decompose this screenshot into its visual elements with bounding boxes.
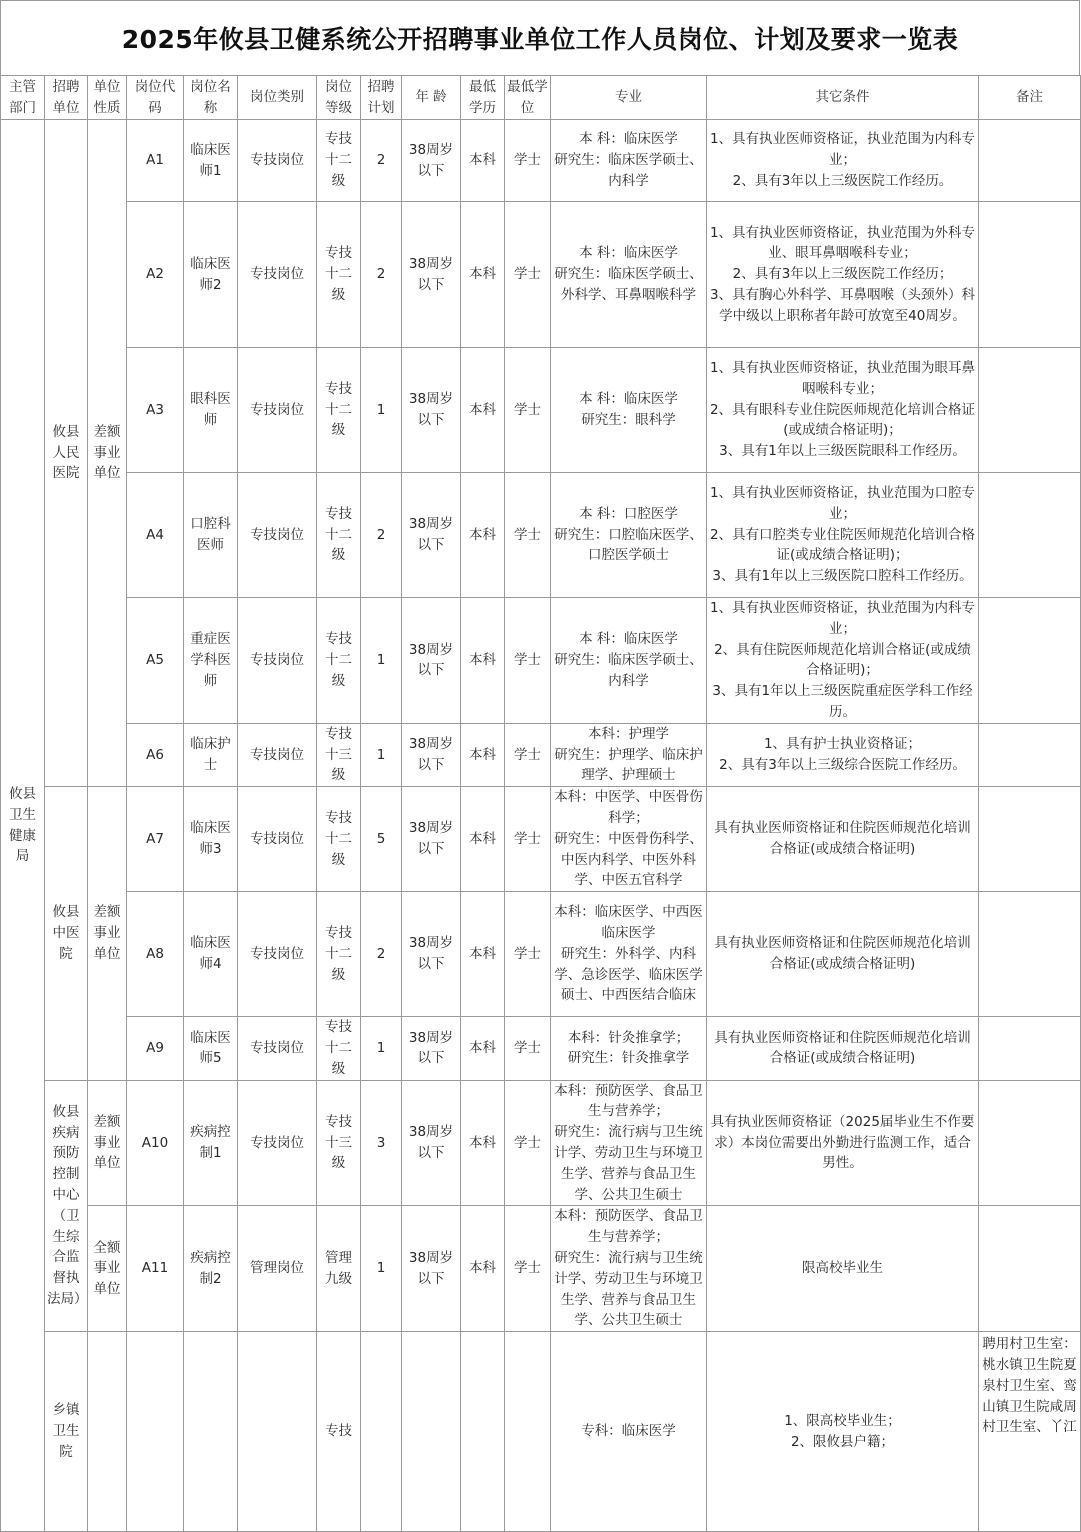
table-row	[1, 202, 1081, 348]
degree-cell: 学士	[505, 1080, 551, 1206]
dept-cell: 攸县卫生健康局	[1, 120, 45, 1532]
degree-cell	[505, 1332, 551, 1532]
header-other: 其它条件	[707, 76, 979, 120]
other-cell: 1、具有护士执业资格证； 2、具有3年以上三级综合医院工作经历。	[707, 723, 979, 786]
post-name-cell: 眼科医师	[184, 348, 238, 473]
post-name-cell: 重症医学科医师	[184, 598, 238, 724]
age-cell: 38周岁以下	[402, 892, 461, 1017]
header-degree: 最低学位	[505, 76, 551, 120]
post-type-cell: 专技岗位	[238, 202, 317, 348]
remark-cell	[979, 1080, 1081, 1206]
age-cell: 38周岁以下	[402, 1080, 461, 1206]
code-cell: A7	[127, 787, 184, 892]
header-dept: 主管部门	[1, 76, 45, 120]
other-cell: 1、具有执业医师资格证，执业范围为内科专业； 2、具有住院医师规范化培训合格证(或成绩合格证明)； 3、具有1年以上三级医院重症医学科工作经历。	[707, 598, 979, 724]
other-cell: 1、具有执业医师资格证，执业范围为眼耳鼻咽喉科专业； 2、具有眼科专业住院医师规范化培训合格证(或成绩合格证明)； 3、具有1年以上三级医院眼科工作经历。	[707, 348, 979, 473]
table-row	[1, 787, 1081, 892]
edu-cell	[461, 1332, 505, 1532]
edu-cell: 本科	[461, 1206, 505, 1332]
unit-cell: 乡镇卫生院	[45, 1332, 88, 1532]
grade-cell: 专技十二级	[317, 120, 361, 202]
header-row	[1, 76, 1081, 120]
title-cell	[0, 0, 1080, 75]
post-type-cell: 管理岗位	[238, 1206, 317, 1332]
remark-cell	[979, 598, 1081, 724]
code-cell: A1	[127, 120, 184, 202]
major-cell: 本科：预防医学、食品卫生与营养学； 研究生：流行病与卫生统计学、劳动卫生与环境卫生学、营养与食品卫生学、公共卫生硕士	[551, 1206, 707, 1332]
remark-cell	[979, 348, 1081, 473]
header-post-name: 岗位名称	[184, 76, 238, 120]
unit-cell: 攸县疾病预防控制中心（卫生综合监督执法局）	[45, 1080, 88, 1332]
plan-cell: 2	[361, 473, 402, 598]
header-edu: 最低学历	[461, 76, 505, 120]
degree-cell: 学士	[505, 787, 551, 892]
other-cell: 1、具有执业医师资格证，执业范围为口腔专业； 2、具有口腔类专业住院医师规范化培训合格证(或成绩合格证明)； 3、具有1年以上三级医院口腔科工作经历。	[707, 473, 979, 598]
remark-cell	[979, 120, 1081, 202]
remark-cell: 聘用村卫生室：桃水镇卫生院夏泉村卫生室、鸾山镇卫生院咸周村卫生室、丫江	[979, 1332, 1081, 1532]
edu-cell: 本科	[461, 1017, 505, 1080]
major-cell: 本科：临床医学、中西医临床医学 研究生：外科学、内科学、急诊医学、临床医学硕士、中西医结合临床	[551, 892, 707, 1017]
plan-cell: 1	[361, 598, 402, 724]
edu-cell: 本科	[461, 120, 505, 202]
major-cell: 本 科：临床医学 研究生：临床医学硕士、内科学	[551, 598, 707, 724]
post-name-cell: 临床医师4	[184, 892, 238, 1017]
nature-cell	[88, 1332, 127, 1532]
grade-cell: 专技十二级	[317, 473, 361, 598]
header-age: 年 龄	[402, 76, 461, 120]
remark-cell	[979, 787, 1081, 892]
degree-cell: 学士	[505, 1017, 551, 1080]
grade-cell: 专技十三级	[317, 723, 361, 786]
age-cell: 38周岁以下	[402, 598, 461, 724]
edu-cell: 本科	[461, 787, 505, 892]
post-type-cell: 专技岗位	[238, 473, 317, 598]
header-nature: 单位性质	[88, 76, 127, 120]
other-cell: 具有执业医师资格证和住院医师规范化培训合格证(或成绩合格证明)	[707, 1017, 979, 1080]
other-cell: 1、限高校毕业生； 2、限攸县户籍；	[707, 1332, 979, 1532]
table-row	[1, 120, 1081, 202]
other-cell: 具有执业医师资格证和住院医师规范化培训合格证(或成绩合格证明)	[707, 787, 979, 892]
code-cell: A10	[127, 1080, 184, 1206]
post-type-cell: 专技岗位	[238, 348, 317, 473]
nature-cell: 全额事业单位	[88, 1206, 127, 1332]
age-cell: 38周岁以下	[402, 1206, 461, 1332]
header-plan: 招聘计划	[361, 76, 402, 120]
post-name-cell	[184, 1332, 238, 1532]
code-cell	[127, 1332, 184, 1532]
edu-cell: 本科	[461, 348, 505, 473]
post-name-cell: 临床医师5	[184, 1017, 238, 1080]
table-row	[1, 1206, 1081, 1332]
major-cell: 本科：针灸推拿学； 研究生：针灸推拿学	[551, 1017, 707, 1080]
plan-cell: 2	[361, 892, 402, 1017]
table-row	[1, 348, 1081, 473]
nature-cell: 差额事业单位	[88, 120, 127, 787]
major-cell: 本科：护理学 研究生：护理学、临床护理学、护理硕士	[551, 723, 707, 786]
post-type-cell	[238, 1332, 317, 1532]
major-cell: 本 科：口腔医学 研究生：口腔临床医学、口腔医学硕士	[551, 473, 707, 598]
plan-cell: 1	[361, 348, 402, 473]
post-name-cell: 临床医师1	[184, 120, 238, 202]
age-cell	[402, 1332, 461, 1532]
degree-cell: 学士	[505, 202, 551, 348]
degree-cell: 学士	[505, 473, 551, 598]
degree-cell: 学士	[505, 892, 551, 1017]
table-row	[1, 1332, 1081, 1532]
other-cell: 具有执业医师资格证（2025届毕业生不作要求）本岗位需要出外勤进行监测工作，适合男性。	[707, 1080, 979, 1206]
nature-cell: 差额事业单位	[88, 1080, 127, 1206]
table-row	[1, 1017, 1081, 1080]
edu-cell: 本科	[461, 202, 505, 348]
recruitment-table	[0, 75, 1081, 1532]
code-cell: A3	[127, 348, 184, 473]
degree-cell: 学士	[505, 598, 551, 724]
post-type-cell: 专技岗位	[238, 1080, 317, 1206]
page-title: 2025年攸县卫健系统公开招聘事业单位工作人员岗位、计划及要求一览表	[121, 25, 959, 54]
grade-cell: 管理九级	[317, 1206, 361, 1332]
table-row	[1, 723, 1081, 786]
plan-cell: 2	[361, 202, 402, 348]
post-type-cell: 专技岗位	[238, 787, 317, 892]
table-row	[1, 473, 1081, 598]
table-row	[1, 892, 1081, 1017]
grade-cell: 专技	[317, 1332, 361, 1532]
grade-cell: 专技十二级	[317, 348, 361, 473]
post-type-cell: 专技岗位	[238, 723, 317, 786]
age-cell: 38周岁以下	[402, 202, 461, 348]
degree-cell: 学士	[505, 348, 551, 473]
edu-cell: 本科	[461, 473, 505, 598]
nature-cell: 差额事业单位	[88, 787, 127, 1080]
degree-cell: 学士	[505, 1206, 551, 1332]
unit-cell: 攸县中医院	[45, 787, 88, 1080]
age-cell: 38周岁以下	[402, 787, 461, 892]
post-type-cell: 专技岗位	[238, 892, 317, 1017]
major-cell: 本 科：临床医学 研究生：临床医学硕士、外科学、耳鼻咽喉科学	[551, 202, 707, 348]
age-cell: 38周岁以下	[402, 723, 461, 786]
age-cell: 38周岁以下	[402, 1017, 461, 1080]
plan-cell: 1	[361, 1017, 402, 1080]
post-name-cell: 疾病控制1	[184, 1080, 238, 1206]
grade-cell: 专技十二级	[317, 598, 361, 724]
grade-cell: 专技十二级	[317, 202, 361, 348]
post-type-cell: 专技岗位	[238, 120, 317, 202]
code-cell: A4	[127, 473, 184, 598]
major-cell: 本 科：临床医学 研究生：临床医学硕士、内科学	[551, 120, 707, 202]
degree-cell: 学士	[505, 723, 551, 786]
header-unit: 招聘单位	[45, 76, 88, 120]
degree-cell: 学士	[505, 120, 551, 202]
post-name-cell: 临床护士	[184, 723, 238, 786]
remark-cell	[979, 1017, 1081, 1080]
grade-cell: 专技十三级	[317, 1080, 361, 1206]
other-cell: 1、具有执业医师资格证，执业范围为外科专业、眼耳鼻咽喉科专业； 2、具有3年以上三级医院工作经历； 3、具有胸心外科学、耳鼻咽喉（头颈外）科学中级以上职称者年龄可放宽至40周岁。	[707, 202, 979, 348]
code-cell: A8	[127, 892, 184, 1017]
age-cell: 38周岁以下	[402, 120, 461, 202]
other-cell: 限高校毕业生	[707, 1206, 979, 1332]
plan-cell: 1	[361, 1206, 402, 1332]
table-row	[1, 598, 1081, 724]
code-cell: A5	[127, 598, 184, 724]
unit-cell: 攸县人民医院	[45, 120, 88, 787]
edu-cell: 本科	[461, 723, 505, 786]
other-cell: 具有执业医师资格证和住院医师规范化培训合格证(或成绩合格证明)	[707, 892, 979, 1017]
grade-cell: 专技十二级	[317, 1017, 361, 1080]
edu-cell: 本科	[461, 892, 505, 1017]
major-cell: 本 科：临床医学 研究生：眼科学	[551, 348, 707, 473]
grade-cell: 专技十二级	[317, 787, 361, 892]
edu-cell: 本科	[461, 1080, 505, 1206]
remark-cell	[979, 473, 1081, 598]
post-type-cell: 专技岗位	[238, 598, 317, 724]
grade-cell: 专技十二级	[317, 892, 361, 1017]
plan-cell: 5	[361, 787, 402, 892]
post-name-cell: 临床医师3	[184, 787, 238, 892]
age-cell: 38周岁以下	[402, 473, 461, 598]
remark-cell	[979, 1206, 1081, 1332]
code-cell: A9	[127, 1017, 184, 1080]
code-cell: A6	[127, 723, 184, 786]
table-row	[1, 1080, 1081, 1206]
code-cell: A2	[127, 202, 184, 348]
major-cell: 专科：临床医学	[551, 1332, 707, 1532]
header-remark: 备注	[979, 76, 1081, 120]
edu-cell: 本科	[461, 598, 505, 724]
remark-cell	[979, 202, 1081, 348]
header-major: 专业	[551, 76, 707, 120]
post-name-cell: 临床医师2	[184, 202, 238, 348]
header-code: 岗位代码	[127, 76, 184, 120]
major-cell: 本科：中医学、中医骨伤科学； 研究生：中医骨伤科学、中医内科学、中医外科学、中医五官科学	[551, 787, 707, 892]
other-cell: 1、具有执业医师资格证，执业范围为内科专业； 2、具有3年以上三级医院工作经历。	[707, 120, 979, 202]
age-cell: 38周岁以下	[402, 348, 461, 473]
major-cell: 本科：预防医学、食品卫生与营养学； 研究生：流行病与卫生统计学、劳动卫生与环境卫生学、营养与食品卫生学、公共卫生硕士	[551, 1080, 707, 1206]
remark-cell	[979, 892, 1081, 1017]
plan-cell	[361, 1332, 402, 1532]
post-type-cell: 专技岗位	[238, 1017, 317, 1080]
header-grade: 岗位等级	[317, 76, 361, 120]
remark-cell	[979, 723, 1081, 786]
plan-cell: 3	[361, 1080, 402, 1206]
post-name-cell: 疾病控制2	[184, 1206, 238, 1332]
plan-cell: 2	[361, 120, 402, 202]
plan-cell: 1	[361, 723, 402, 786]
code-cell: A11	[127, 1206, 184, 1332]
header-post-type: 岗位类别	[238, 76, 317, 120]
post-name-cell: 口腔科医师	[184, 473, 238, 598]
